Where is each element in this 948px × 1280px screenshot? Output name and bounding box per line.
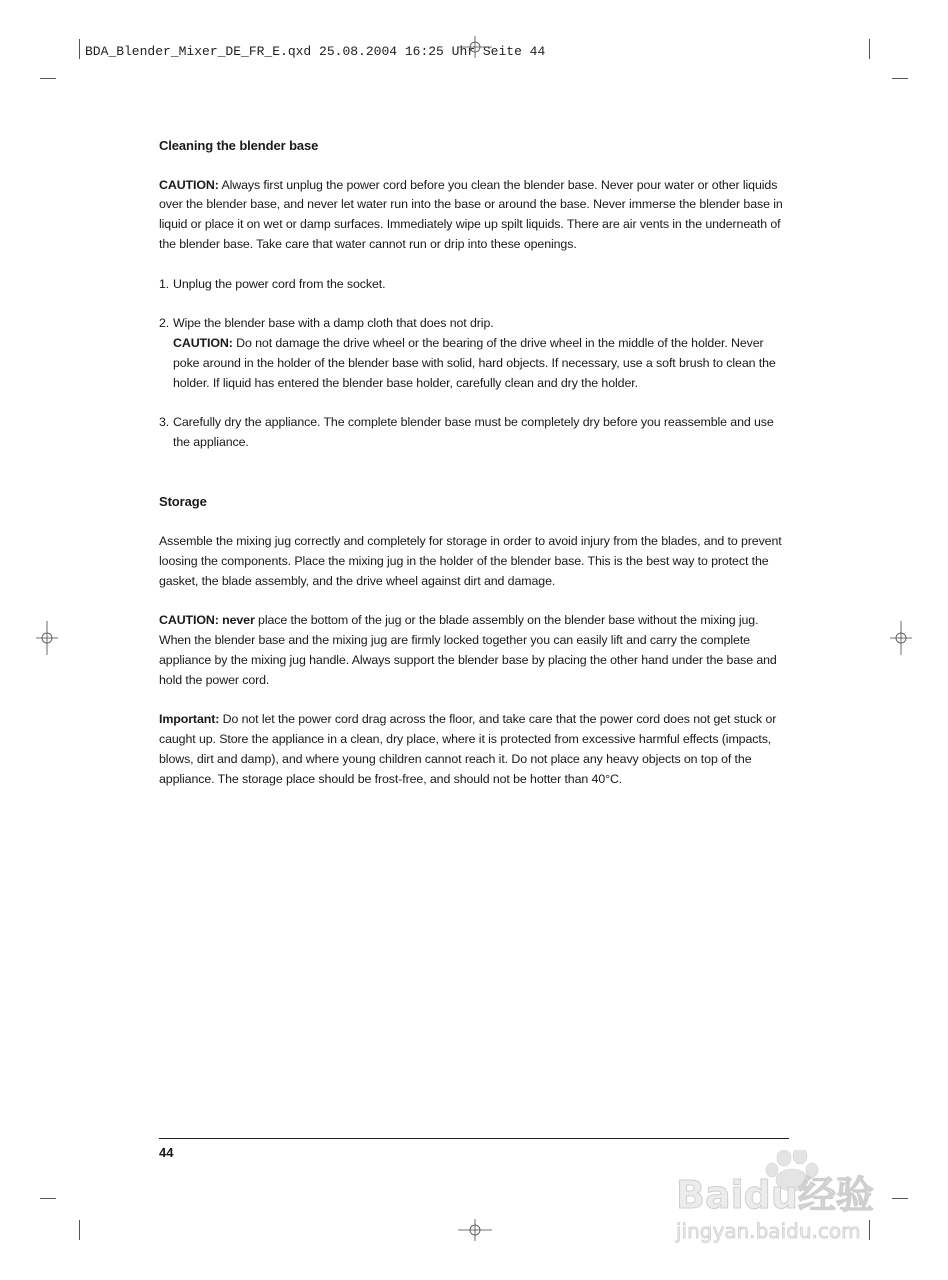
caution-text: place the bottom of the jug or the blade assembly on the blender base without the mixing jug. When the blender base and the mixing jug are firmly locked together you can easily lift and carry the complete appliance by the mixing jug handle. Always support the blender base by placing the other hand under the base and hold the power cord. (159, 613, 777, 687)
registration-mark-top-icon (458, 30, 492, 64)
page-number: 44 (159, 1145, 174, 1160)
crop-mark-top-left-v (79, 39, 80, 59)
cleaning-step-2 (159, 314, 791, 393)
cleaning-heading: Cleaning the blender base (159, 138, 319, 153)
step-body (173, 314, 791, 393)
cleaning-step-3 (159, 413, 791, 453)
baidu-watermark-logo-icon (672, 1150, 902, 1250)
watermark-logo-text: Baidu经验 (676, 1173, 874, 1217)
important-text: Do not let the power cord drag across the floor, and take care that the power cord does not get stuck or caught up. Store the appliance in a clean, dry place, where it is protected from excessive harmful effects (impacts, blows, dirt and damp), and where young children cannot reach it. Do not place any heavy objects on top of the appliance. The storage place should be frost-free, and should not be hotter than 40°C. (159, 712, 777, 786)
step-number: 3. (159, 415, 170, 430)
crop-mark-top-left-h (40, 78, 56, 79)
caution-label: CAUTION: (159, 177, 219, 192)
registration-mark-left-icon (30, 621, 64, 655)
registration-mark-bottom-icon (458, 1213, 492, 1247)
caution-label: CAUTION: (173, 335, 233, 350)
footer-divider (159, 1138, 789, 1139)
crop-mark-bottom-left-h (40, 1198, 56, 1199)
storage-heading: Storage (159, 494, 207, 510)
file-slug-line: BDA_Blender_Mixer_DE_FR_E.qxd 25.08.2004 16:25 Uhr Seite 44 (85, 44, 546, 59)
crop-mark-bottom-left-v (79, 1220, 80, 1240)
step-text: Unplug the power cord from the socket. (173, 276, 386, 291)
step-text: Carefully dry the appliance. The complete blender base must be completely dry before you reassemble and use the appliance. (173, 415, 774, 449)
storage-paragraph: Assemble the mixing jug correctly and completely for storage in order to avoid injury from the blades, and to prevent loosing the components. Place the mixing jug in the holder of the blender base. This is the best way to protect the gasket, the blade assembly, and the drive wheel against dirt and damage. (159, 533, 782, 588)
registration-mark-right-icon (884, 621, 918, 655)
cleaning-caution-paragraph (159, 176, 791, 255)
crop-mark-top-right-h (892, 78, 908, 79)
storage-caution-paragraph (159, 611, 791, 690)
crop-mark-top-right-v (869, 39, 870, 59)
watermark-url-text: jingyan.baidu.com (676, 1219, 861, 1243)
step-text: Wipe the blender base with a damp cloth that does not drip. (173, 316, 494, 331)
caution-text: Always first unplug the power cord before you clean the blender base. Never pour water or other liquids over the blender base, and never let water run into the base or around the base. Never immerse the blender base in liquid or place it on wet or damp surfaces. Immediately wipe up spilt liquids. There are air vents in the underneath of the blender base. Take care that water cannot run or drip into these openings. (159, 177, 783, 251)
important-label: Important: (159, 712, 220, 727)
caution-label: CAUTION: never (159, 613, 255, 628)
caution-text: Do not damage the drive wheel or the bearing of the drive wheel in the middle of the holder. Never poke around in the holder of the blender base with solid, hard objects. If necessary, use a soft brush to clean the holder. If liquid has entered the blender base holder, carefully clean and dry the holder. (173, 335, 776, 390)
step-number: 2. (159, 316, 170, 331)
cleaning-step-1 (159, 275, 791, 295)
storage-important-paragraph (159, 710, 791, 789)
page-content (159, 136, 791, 789)
step-number: 1. (159, 276, 170, 291)
